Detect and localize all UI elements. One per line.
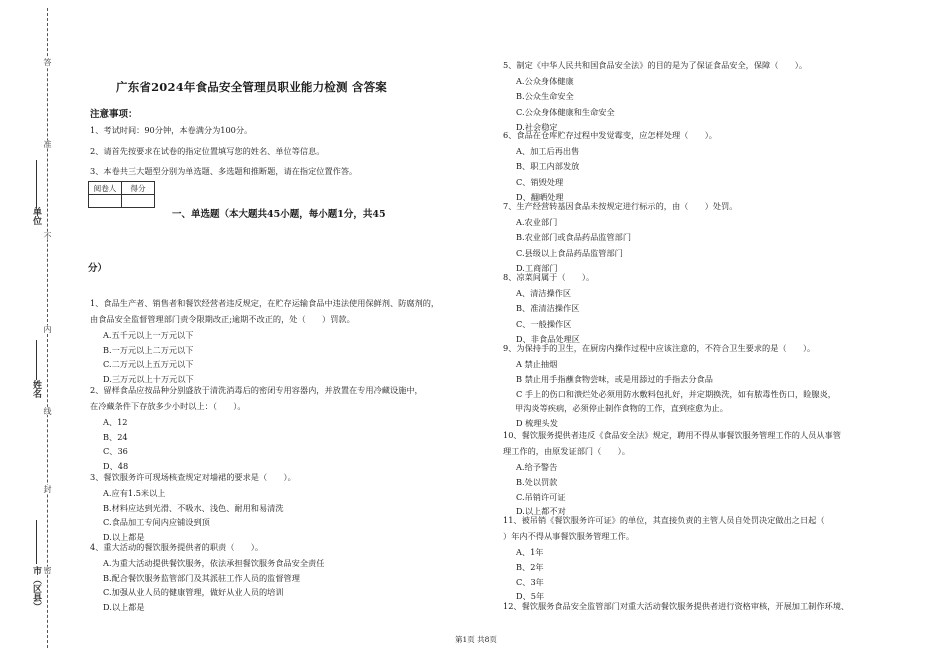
margin-label-xian: 线 <box>43 407 52 415</box>
question-stem: 8、凉菜间属于（ ）。 <box>503 272 595 282</box>
question-stem: 2、留样食品应按品种分别盛放于清洗消毒后的密闭专用容器内，并放置在专用冷藏设施中， <box>90 385 423 395</box>
answer-option[interactable]: A.为重大活动提供餐饮服务，依法承担餐饮服务食品安全责任 <box>103 558 325 568</box>
question-stem: ）年内不得从事餐饮服务管理工作。 <box>503 531 635 541</box>
answer-option[interactable]: A.应有1.5米以上 <box>103 488 166 498</box>
question-stem: 11、被吊销《餐饮服务许可证》的单位，其直接负责的主管人员自处罚决定做出之日起（ <box>503 515 825 525</box>
note-item: 3、本卷共三大题型分别为单选题、多选题和推断题，请在指定位置作答。 <box>90 166 358 176</box>
answer-option[interactable]: B.农业部门或食品药品监管部门 <box>516 232 632 243</box>
answer-option[interactable]: A、12 <box>103 417 128 427</box>
answer-option[interactable]: B.配合餐饮服务监管部门及其派驻工作人员的监督管理 <box>103 572 300 583</box>
answer-option[interactable]: B.材料应达到光滑、不吸水、浅色、耐用和易清洗 <box>103 502 284 513</box>
question-stem: 在冷藏条件下存放多少小时以上：（ ）。 <box>90 401 246 411</box>
answer-option[interactable]: A.五千元以上一万元以下 <box>103 330 194 340</box>
answer-option[interactable]: C.吊销许可证 <box>516 491 566 502</box>
question-stem: 7、生产经营转基因食品未按规定进行标示的，由（ ）处罚。 <box>503 201 738 211</box>
question-stem: 6、食品在仓库贮存过程中发觉霉变，应怎样处理（ ）。 <box>503 130 717 140</box>
note-item: 2、请首先按要求在试卷的指定位置填写您的姓名、单位等信息。 <box>90 146 325 156</box>
score-cell[interactable] <box>122 195 155 208</box>
margin-label-nei: 内 <box>43 325 52 333</box>
answer-option[interactable]: C.公众身体健康和生命安全 <box>516 106 615 117</box>
answer-option[interactable]: B.一万元以上二万元以下 <box>103 344 194 355</box>
reviewer-cell[interactable] <box>89 195 122 208</box>
answer-option[interactable]: D.以上都是 <box>103 531 145 542</box>
question-stem: 1、食品生产者、销售者和餐饮经营者违反规定，在贮存运输食品中违法使用保鲜剂、防腐剂的， <box>90 298 440 308</box>
note-item: 1、考试时间：90分钟，本卷满分为100分。 <box>90 125 253 135</box>
page-title: 广东省2024年食品安全管理员职业能力检测 含答案 <box>116 80 388 94</box>
answer-option[interactable]: A.农业部门 <box>516 217 558 227</box>
margin-label-bu: 不 <box>43 232 52 240</box>
answer-option[interactable]: B 禁止用手指蘸食物尝味，或是用舔过的手指去分食品 <box>516 373 713 384</box>
answer-option[interactable]: A、清洁操作区 <box>516 288 572 298</box>
answer-option-cont: 甲沟炎等疾病，必须停止制作食物的工作，直到痊愈为止。 <box>515 403 728 414</box>
answer-option[interactable]: D 梳理头发 <box>516 418 558 429</box>
question-stem: 理工作的，由原发证部门（ ）。 <box>503 446 630 456</box>
answer-option[interactable]: C.食品加工专间内应铺设到顶 <box>103 517 210 528</box>
margin-label-mi: 密 <box>43 566 52 574</box>
question-stem: 4、重大活动的餐饮服务提供者的职责（ ）。 <box>90 542 264 552</box>
field-unit: 单位 <box>31 207 41 225</box>
answer-option[interactable]: D、非食品处理区 <box>516 333 580 344</box>
margin-label-da: 答 <box>43 58 52 66</box>
answer-option[interactable]: A、加工后再出售 <box>516 146 580 156</box>
answer-option[interactable]: C、36 <box>103 446 128 457</box>
answer-option[interactable]: C.加强从业人员的健康管理，做好从业人员的培训 <box>103 587 284 598</box>
district-fill-line <box>36 520 37 564</box>
answer-option[interactable]: D、48 <box>103 460 129 471</box>
question-stem: 10、餐饮服务提供者违反《食品安全法》规定，聘用不得从事餐饮服务管理工作的人员从事管 <box>503 430 841 440</box>
answer-option[interactable]: C、一般操作区 <box>516 318 572 329</box>
answer-option[interactable]: D.以上都不对 <box>516 506 566 517</box>
question-stem: 3、餐饮服务许可现场核查规定对墙裙的要求是（ ）。 <box>90 472 296 482</box>
score-label: 得分 <box>122 182 155 195</box>
section-heading: 一、单选题（本大题共45小题，每小题1分，共45 <box>172 209 386 220</box>
answer-option[interactable]: A.给予警告 <box>516 462 558 472</box>
answer-option[interactable]: B、职工内部发放 <box>516 161 580 172</box>
unit-fill-line <box>36 160 37 208</box>
reviewer-label: 阅卷人 <box>89 182 122 195</box>
answer-option[interactable]: B、准清洁操作区 <box>516 303 580 314</box>
score-box <box>88 181 155 208</box>
notes-heading: 注意事项： <box>90 109 138 120</box>
answer-option[interactable]: C、销毁处理 <box>516 176 564 187</box>
margin-label-zhun: 准 <box>43 140 52 148</box>
field-name: 姓名 <box>31 380 41 398</box>
answer-option[interactable]: C 手上的伤口和溃烂处必须用防水敷料包扎好，并定期换洗，如有脓毒性伤口，睑腺炎， <box>516 388 836 399</box>
answer-option[interactable]: B、24 <box>103 431 128 442</box>
answer-option[interactable]: B.公众生命安全 <box>516 91 574 102</box>
answer-option[interactable]: D.三万元以上十万元以下 <box>103 373 194 384</box>
answer-option[interactable]: D、翻晒处理 <box>516 191 564 202</box>
answer-option[interactable]: C.县级以上食品药品监管部门 <box>516 247 623 258</box>
question-stem: 由食品安全监督管理部门责令限期改正;逾期不改正的，处（ ）罚款。 <box>90 314 355 324</box>
answer-option[interactable]: C.二万元以上五万元以下 <box>103 359 194 370</box>
answer-option[interactable]: D.社会稳定 <box>516 121 558 132</box>
question-stem: 12、餐饮服务食品安全监管部门对重大活动餐饮服务提供者进行资格审核，开展加工制作环境、 <box>503 601 850 611</box>
answer-option[interactable]: A 禁止抽烟 <box>516 359 558 369</box>
answer-option[interactable]: D.以上都是 <box>103 601 145 612</box>
question-stem: 5、制定《中华人民共和国食品安全法》的目的是为了保证食品安全，保障（ ）。 <box>503 60 808 70</box>
answer-option[interactable]: D.工商部门 <box>516 262 558 273</box>
answer-option[interactable]: D、5年 <box>516 591 545 602</box>
question-stem: 9、为保持手的卫生，在厨房内操作过程中应该注意的，不符合卫生要求的是（ ）。 <box>503 343 816 353</box>
answer-option[interactable]: B.处以罚款 <box>516 476 558 487</box>
field-district: 市（区县） <box>31 566 41 611</box>
section-heading-cont: 分） <box>88 263 108 274</box>
answer-option[interactable]: A.公众身体健康 <box>516 76 574 86</box>
answer-option[interactable]: C、3年 <box>516 576 544 587</box>
answer-option[interactable]: A、1年 <box>516 547 544 557</box>
page-footer: 第1页 共8页 <box>455 635 497 644</box>
answer-option[interactable]: B、2年 <box>516 561 544 572</box>
name-fill-line <box>36 340 37 380</box>
margin-label-feng: 封 <box>43 485 52 493</box>
